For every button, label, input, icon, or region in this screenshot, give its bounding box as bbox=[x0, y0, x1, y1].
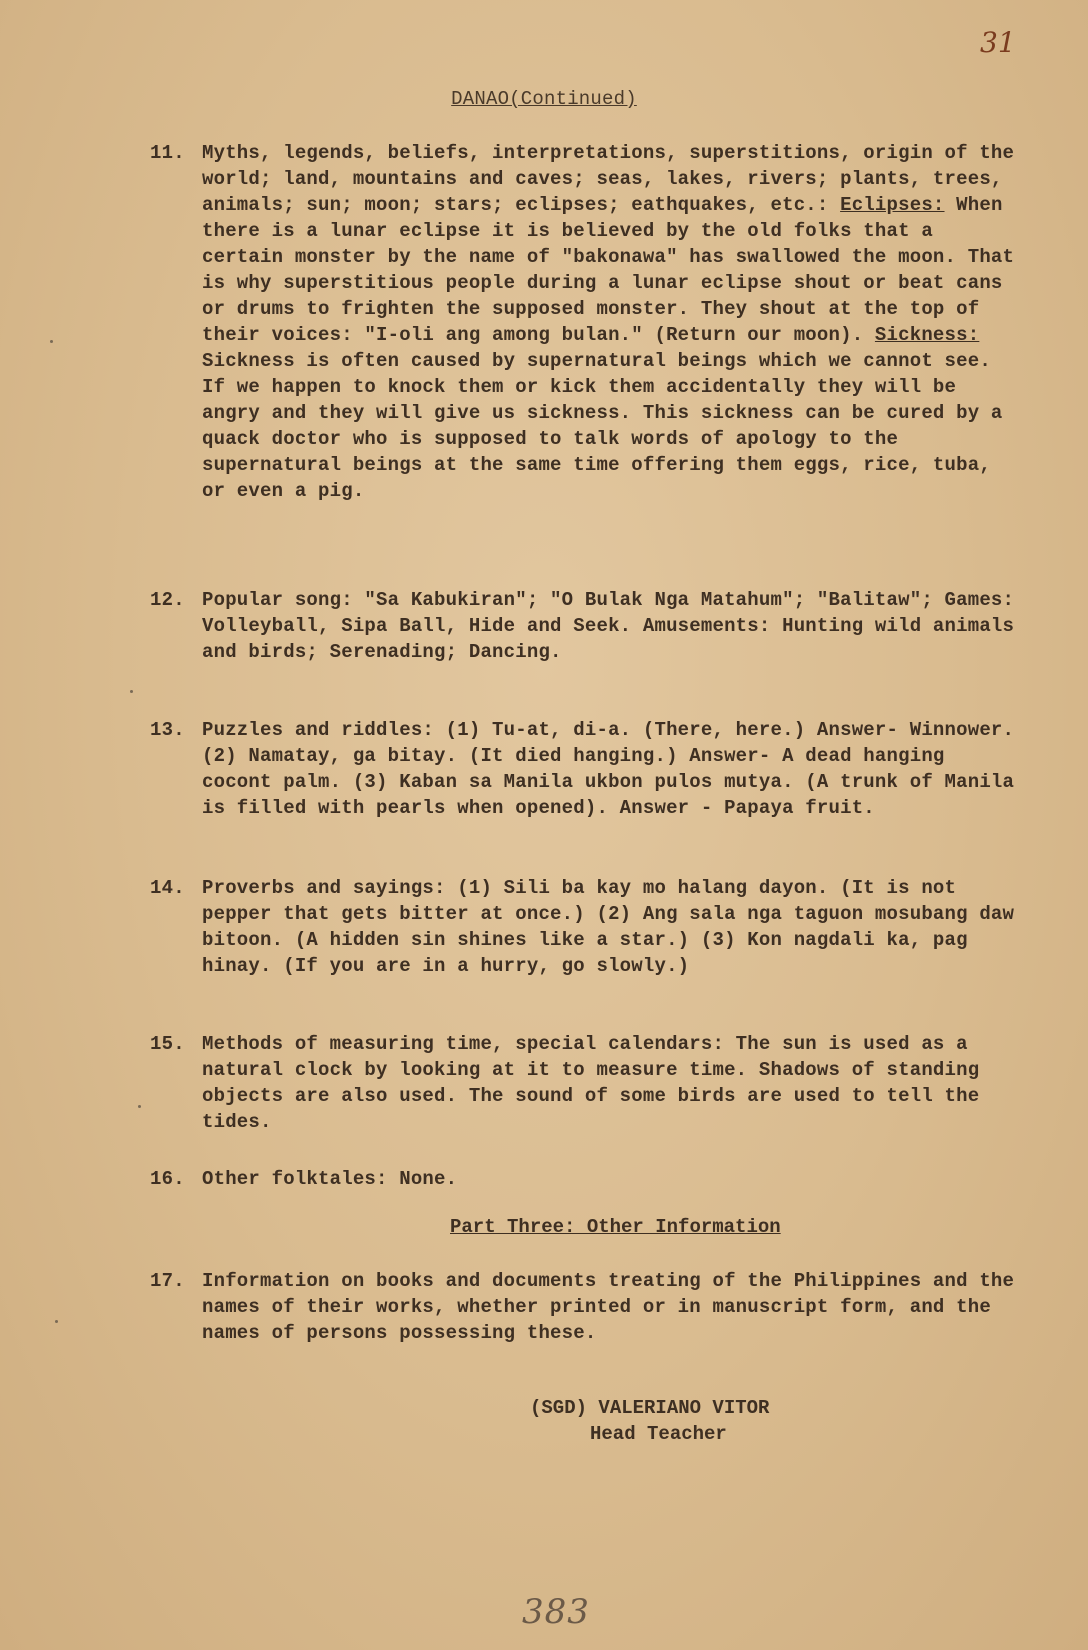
item-text: Popular song: "Sa Kabukiran"; "O Bulak Nga Matahum"; "Balitaw"; Games: Volleyball, Sipa Ball, Hide and Seek. Amusements: Hunting wild animals and birds; Serenading; Dancing. bbox=[202, 589, 1015, 663]
item-12 bbox=[150, 587, 1020, 665]
paper-speck bbox=[130, 690, 133, 693]
item-16 bbox=[150, 1166, 1020, 1192]
item-number: 11. bbox=[150, 142, 185, 164]
signature-name: (SGD) VALERIANO VITOR bbox=[530, 1397, 770, 1419]
item-number: 12. bbox=[150, 589, 185, 611]
item-14 bbox=[150, 875, 1020, 979]
item-number: 17. bbox=[150, 1270, 185, 1292]
paper-speck bbox=[138, 1105, 141, 1108]
eclipses-heading: Eclipses: bbox=[840, 194, 945, 216]
item-number: 15. bbox=[150, 1033, 185, 1055]
sickness-text: Sickness is often caused by supernatural beings which we cannot see. If we happen to knock them or kick them accidentally they will be angry and they will give us sickness. This sickness can be cured by a quack doctor who is supposed to talk words of apology to the supernatural beings at the same time offering them eggs, rice, tuba, or even a pig. bbox=[202, 350, 1003, 502]
page-header: DANAO(Continued) bbox=[451, 88, 637, 110]
eclipses-text: When there is a lunar eclipse it is believed by the old folks that a certain monster by the name of "bakonawa" has swallowed the moon. That is why superstitious people during a lunar eclipse shout or beat cans or drums to frighten the supposed monster. They shout at the top of their voices: "I-oli ang among bulan." (Return our moon). bbox=[202, 194, 1015, 346]
signature-title: Head Teacher bbox=[590, 1423, 727, 1445]
item-13 bbox=[150, 717, 1020, 821]
item-17 bbox=[150, 1268, 1020, 1346]
item-text: Methods of measuring time, special calendars: The sun is used as a natural clock by looking at it to measure time. Shadows of standing objects are also used. The sound of some birds are used to tell the tides. bbox=[202, 1033, 980, 1133]
item-text: Proverbs and sayings: (1) Sili ba kay mo halang dayon. (It is not pepper that gets bitter at once.) (2) Ang sala nga taguon mosubang daw bitoon. (A hidden sin shines like a star.) (3) Kon nagdali ka, pag hinay. (If you are in a hurry, go slowly.) bbox=[202, 877, 1015, 977]
item-text: Puzzles and riddles: (1) Tu-at, di-a. (There, here.) Answer- Winnower. (2) Namatay, ga bitay. (It died hanging.) Answer- A dead hanging cocont palm. (3) Kaban sa Manila ukbon pulos mutya. (A trunk of Manila is filled with pearls when opened). Answer - Papaya fruit. bbox=[202, 719, 1015, 819]
item-15 bbox=[150, 1031, 1020, 1135]
paper-speck bbox=[50, 340, 53, 343]
item-text: Other folktales: None. bbox=[202, 1168, 458, 1190]
item-number: 16. bbox=[150, 1168, 185, 1190]
paper-speck bbox=[55, 1320, 58, 1323]
section-title: Part Three: Other Information bbox=[450, 1216, 781, 1238]
signature-block bbox=[530, 1395, 769, 1447]
item-text bbox=[202, 140, 1020, 504]
sickness-heading: Sickness: bbox=[874, 324, 980, 346]
item-text-intro: Myths, legends, beliefs, interpretations, superstitions, origin of the world; land, mountains and caves; seas, lakes, rivers; plants, trees, animals; sun; moon; stars; eclipses; eathquakes, etc.: bbox=[202, 142, 1015, 216]
item-11 bbox=[150, 140, 1020, 504]
item-number: 13. bbox=[150, 719, 185, 741]
archive-stamp-number: 383 bbox=[522, 1592, 590, 1632]
page-number: 31 bbox=[980, 26, 1016, 59]
item-text: Information on books and documents treating of the Philippines and the names of their works, whether printed or in manuscript form, and the names of persons possessing these. bbox=[202, 1270, 1015, 1344]
item-number: 14. bbox=[150, 877, 185, 899]
